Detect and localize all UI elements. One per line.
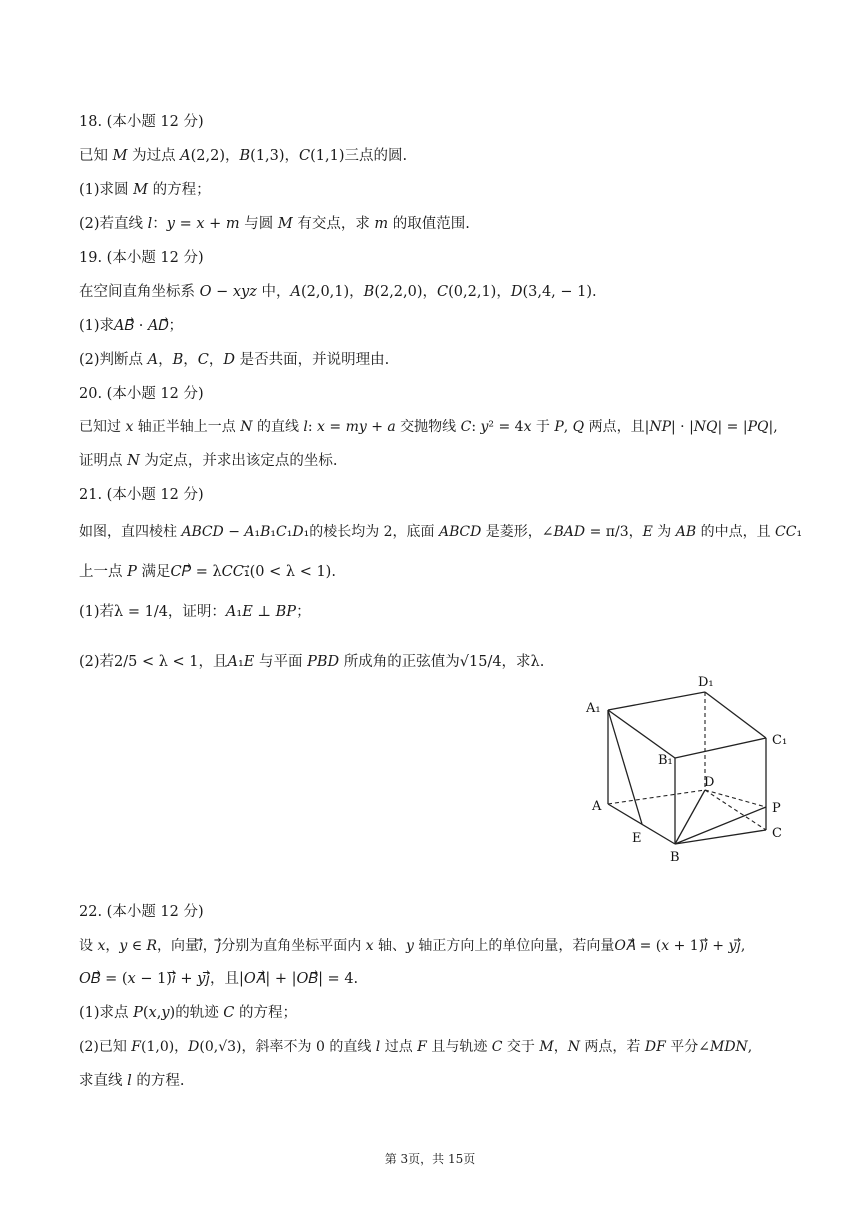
label-p: P: [772, 801, 781, 816]
problem-22-line-2: 𝑂𝐵⃗ = (𝑥 − 1)𝑖⃗ + 𝑦𝑗⃗，且|𝑂𝐴⃗| + |𝑂𝐵⃗| = 4.: [79, 971, 359, 987]
label-b1: B₁: [658, 753, 673, 768]
problem-18-line-3: (2)若直线 𝑙：𝑦 = 𝑥 + 𝑚 与圆 𝑀 有交点，求 𝑚 的取值范围.: [79, 216, 470, 232]
edge-a-d: [608, 790, 705, 804]
label-a1: A₁: [586, 701, 601, 716]
label-d1: D₁: [698, 675, 714, 690]
problem-22-line-3: (1)求点 𝑃(𝑥,𝑦)的轨迹 𝐶 的方程；: [79, 1005, 298, 1021]
edge-c1-b1: [675, 738, 766, 758]
problem-22-line-1: 设 𝑥，𝑦 ∈ 𝑅，向量𝑖⃗，𝑗⃗分别为直角坐标平面内 𝑥 轴、𝑦 轴正方向上的单位向量，若向量𝑂𝐴⃗ = (𝑥 + 1)𝑖⃗ + 𝑦𝑗⃗,: [79, 938, 746, 954]
problem-22-header: 22. (本小题 12 分): [79, 904, 204, 920]
label-d: D: [704, 775, 715, 790]
problem-22-line-5: 求直线 𝑙 的方程.: [79, 1073, 185, 1089]
edge-d1-c1: [705, 692, 766, 738]
problem-18-header: 18. (本小题 12 分): [79, 114, 204, 130]
label-b: B: [670, 850, 680, 865]
page-footer: 第 3页，共 15页: [384, 1152, 476, 1166]
edge-b-c: [675, 830, 766, 844]
segment-d-p: [705, 790, 766, 807]
problem-20-line-2: 证明点 𝑁 为定点，并求出该定点的坐标.: [79, 453, 338, 469]
edge-b1-a1: [608, 710, 675, 758]
problem-21-line-2: 上一点 𝑃 满足𝐶𝑃⃗ = λ𝐶𝐶₁⃗(0 < λ < 1).: [79, 564, 336, 580]
problem-20-header: 20. (本小题 12 分): [79, 386, 204, 402]
label-c1: C₁: [772, 733, 788, 748]
problem-19-line-1: 在空间直角坐标系 𝑂 − 𝑥𝑦𝑧 中，𝐴(2,0,1)，𝐵(2,2,0)，𝐶(0,2,1)，𝐷(3,4, − 1).: [79, 284, 597, 300]
problem-19-header: 19. (本小题 12 分): [79, 250, 204, 266]
problem-19-line-2: (1)求𝐴𝐵⃗ · 𝐴𝐷⃗；: [79, 318, 184, 334]
edge-d-c: [705, 790, 766, 830]
problem-22-line-4: (2)已知 𝐹(1,0)，𝐷(0,√3)，斜率不为 0 的直线 𝑙 过点 𝐹 且与轨迹 𝐶 交于 𝑀，𝑁 两点，若 𝐷𝐹 平分∠𝑀𝐷𝑁,: [79, 1039, 753, 1055]
prism-figure: [580, 672, 800, 872]
problem-21-line-4: (2)若2/5 < λ < 1，且𝐴₁𝐸 与平面 𝑃𝐵𝐷 所成角的正弦值为√15/4，求λ.: [79, 654, 545, 670]
edge-a1-d1: [608, 692, 705, 710]
label-c: C: [772, 826, 782, 841]
label-a: A: [592, 799, 602, 814]
segment-b-p: [675, 807, 766, 844]
problem-18-line-1: 已知 𝑀 为过点 𝐴(2,2)，𝐵(1,3)，𝐶(1,1)三点的圆.: [79, 148, 408, 164]
problem-21-header: 21. (本小题 12 分): [79, 487, 204, 503]
segment-b-d: [675, 790, 705, 844]
problem-19-line-3: (2)判断点 𝐴，𝐵，𝐶，𝐷 是否共面，并说明理由.: [79, 352, 390, 368]
problem-20-line-1: 已知过 𝑥 轴正半轴上一点 𝑁 的直线 𝑙: 𝑥 = 𝑚𝑦 + 𝑎 交抛物线 𝐶: 𝑦² = 4𝑥 于 𝑃, 𝑄 两点，且|𝑁𝑃| · |𝑁𝑄| = |𝑃𝑄|,: [79, 419, 778, 435]
label-e: E: [632, 831, 642, 846]
problem-21-line-3: (1)若λ = 1/4，证明：𝐴₁𝐸 ⊥ 𝐵𝑃；: [79, 604, 311, 620]
problem-18-line-2: (1)求圆 𝑀 的方程；: [79, 182, 211, 198]
problem-21-line-1: 如图，直四棱柱 𝐴𝐵𝐶𝐷 − 𝐴₁𝐵₁𝐶₁𝐷₁的棱长均为 2，底面 𝐴𝐵𝐶𝐷 是菱形，∠𝐵𝐴𝐷 = π/3，𝐸 为 𝐴𝐵 的中点，且 𝐶𝐶₁: [79, 524, 803, 540]
